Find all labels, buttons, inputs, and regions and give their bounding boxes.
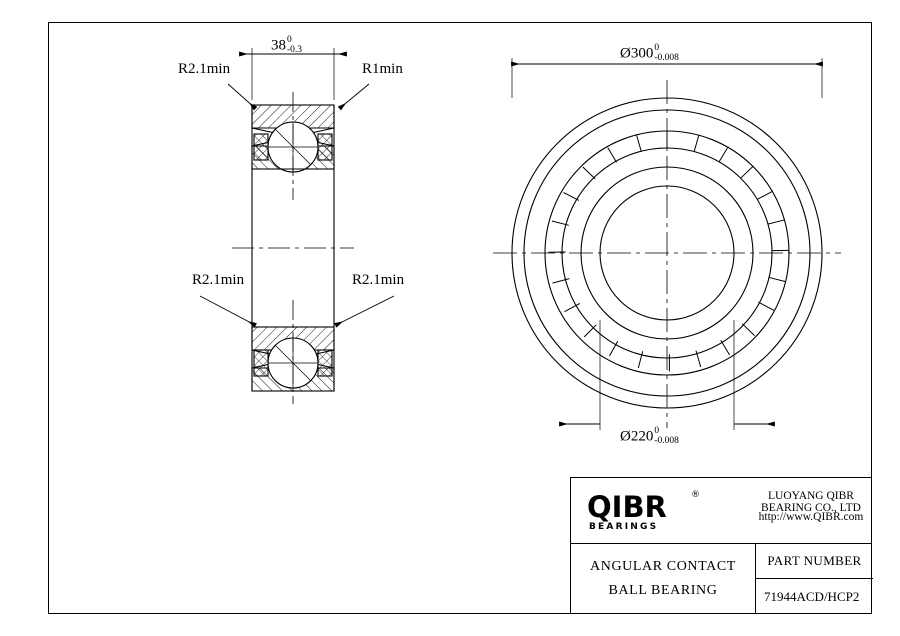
dimension-width xyxy=(271,36,302,56)
company-website[interactable]: http://www.QIBR.com xyxy=(758,511,864,523)
label-r21-bottom-right: R2.1min xyxy=(352,272,405,288)
dimension-inner-diameter xyxy=(620,427,679,447)
label-r1-top-right: R1min xyxy=(362,61,403,77)
dimension-width-tolerance: 0 -0.3 xyxy=(287,35,303,55)
label-r21-top-left: R2.1min xyxy=(178,61,231,77)
registered-trademark-icon: ® xyxy=(691,490,700,500)
dimension-width-value: 38 xyxy=(271,37,286,54)
dimension-id-value: Ø220 xyxy=(620,428,654,445)
logo-wordmark: QIBR xyxy=(587,490,667,524)
title-block xyxy=(570,477,872,614)
part-number-value: 71944ACD/HCP2 xyxy=(764,588,860,604)
product-description-line2: BALL BEARING xyxy=(608,583,718,598)
part-number-cell xyxy=(756,544,873,614)
qibr-logo xyxy=(579,486,739,536)
dimension-outer-diameter xyxy=(620,44,679,64)
dimension-od-value: Ø300 xyxy=(620,45,654,62)
logo-subtitle: BEARINGS xyxy=(589,522,659,532)
title-block-header xyxy=(571,478,871,544)
part-number-label: PART NUMBER xyxy=(756,544,873,579)
title-block-body xyxy=(571,544,871,614)
company-name: LUOYANG QIBR BEARING CO., LTD xyxy=(761,490,861,514)
dimension-od-tolerance: 0 -0.008 xyxy=(654,43,679,63)
product-description xyxy=(571,544,756,614)
dimension-id-tolerance: 0 -0.008 xyxy=(654,426,679,446)
label-r21-bottom-left: R2.1min xyxy=(192,272,245,288)
product-description-line1: ANGULAR CONTACT xyxy=(590,558,736,574)
